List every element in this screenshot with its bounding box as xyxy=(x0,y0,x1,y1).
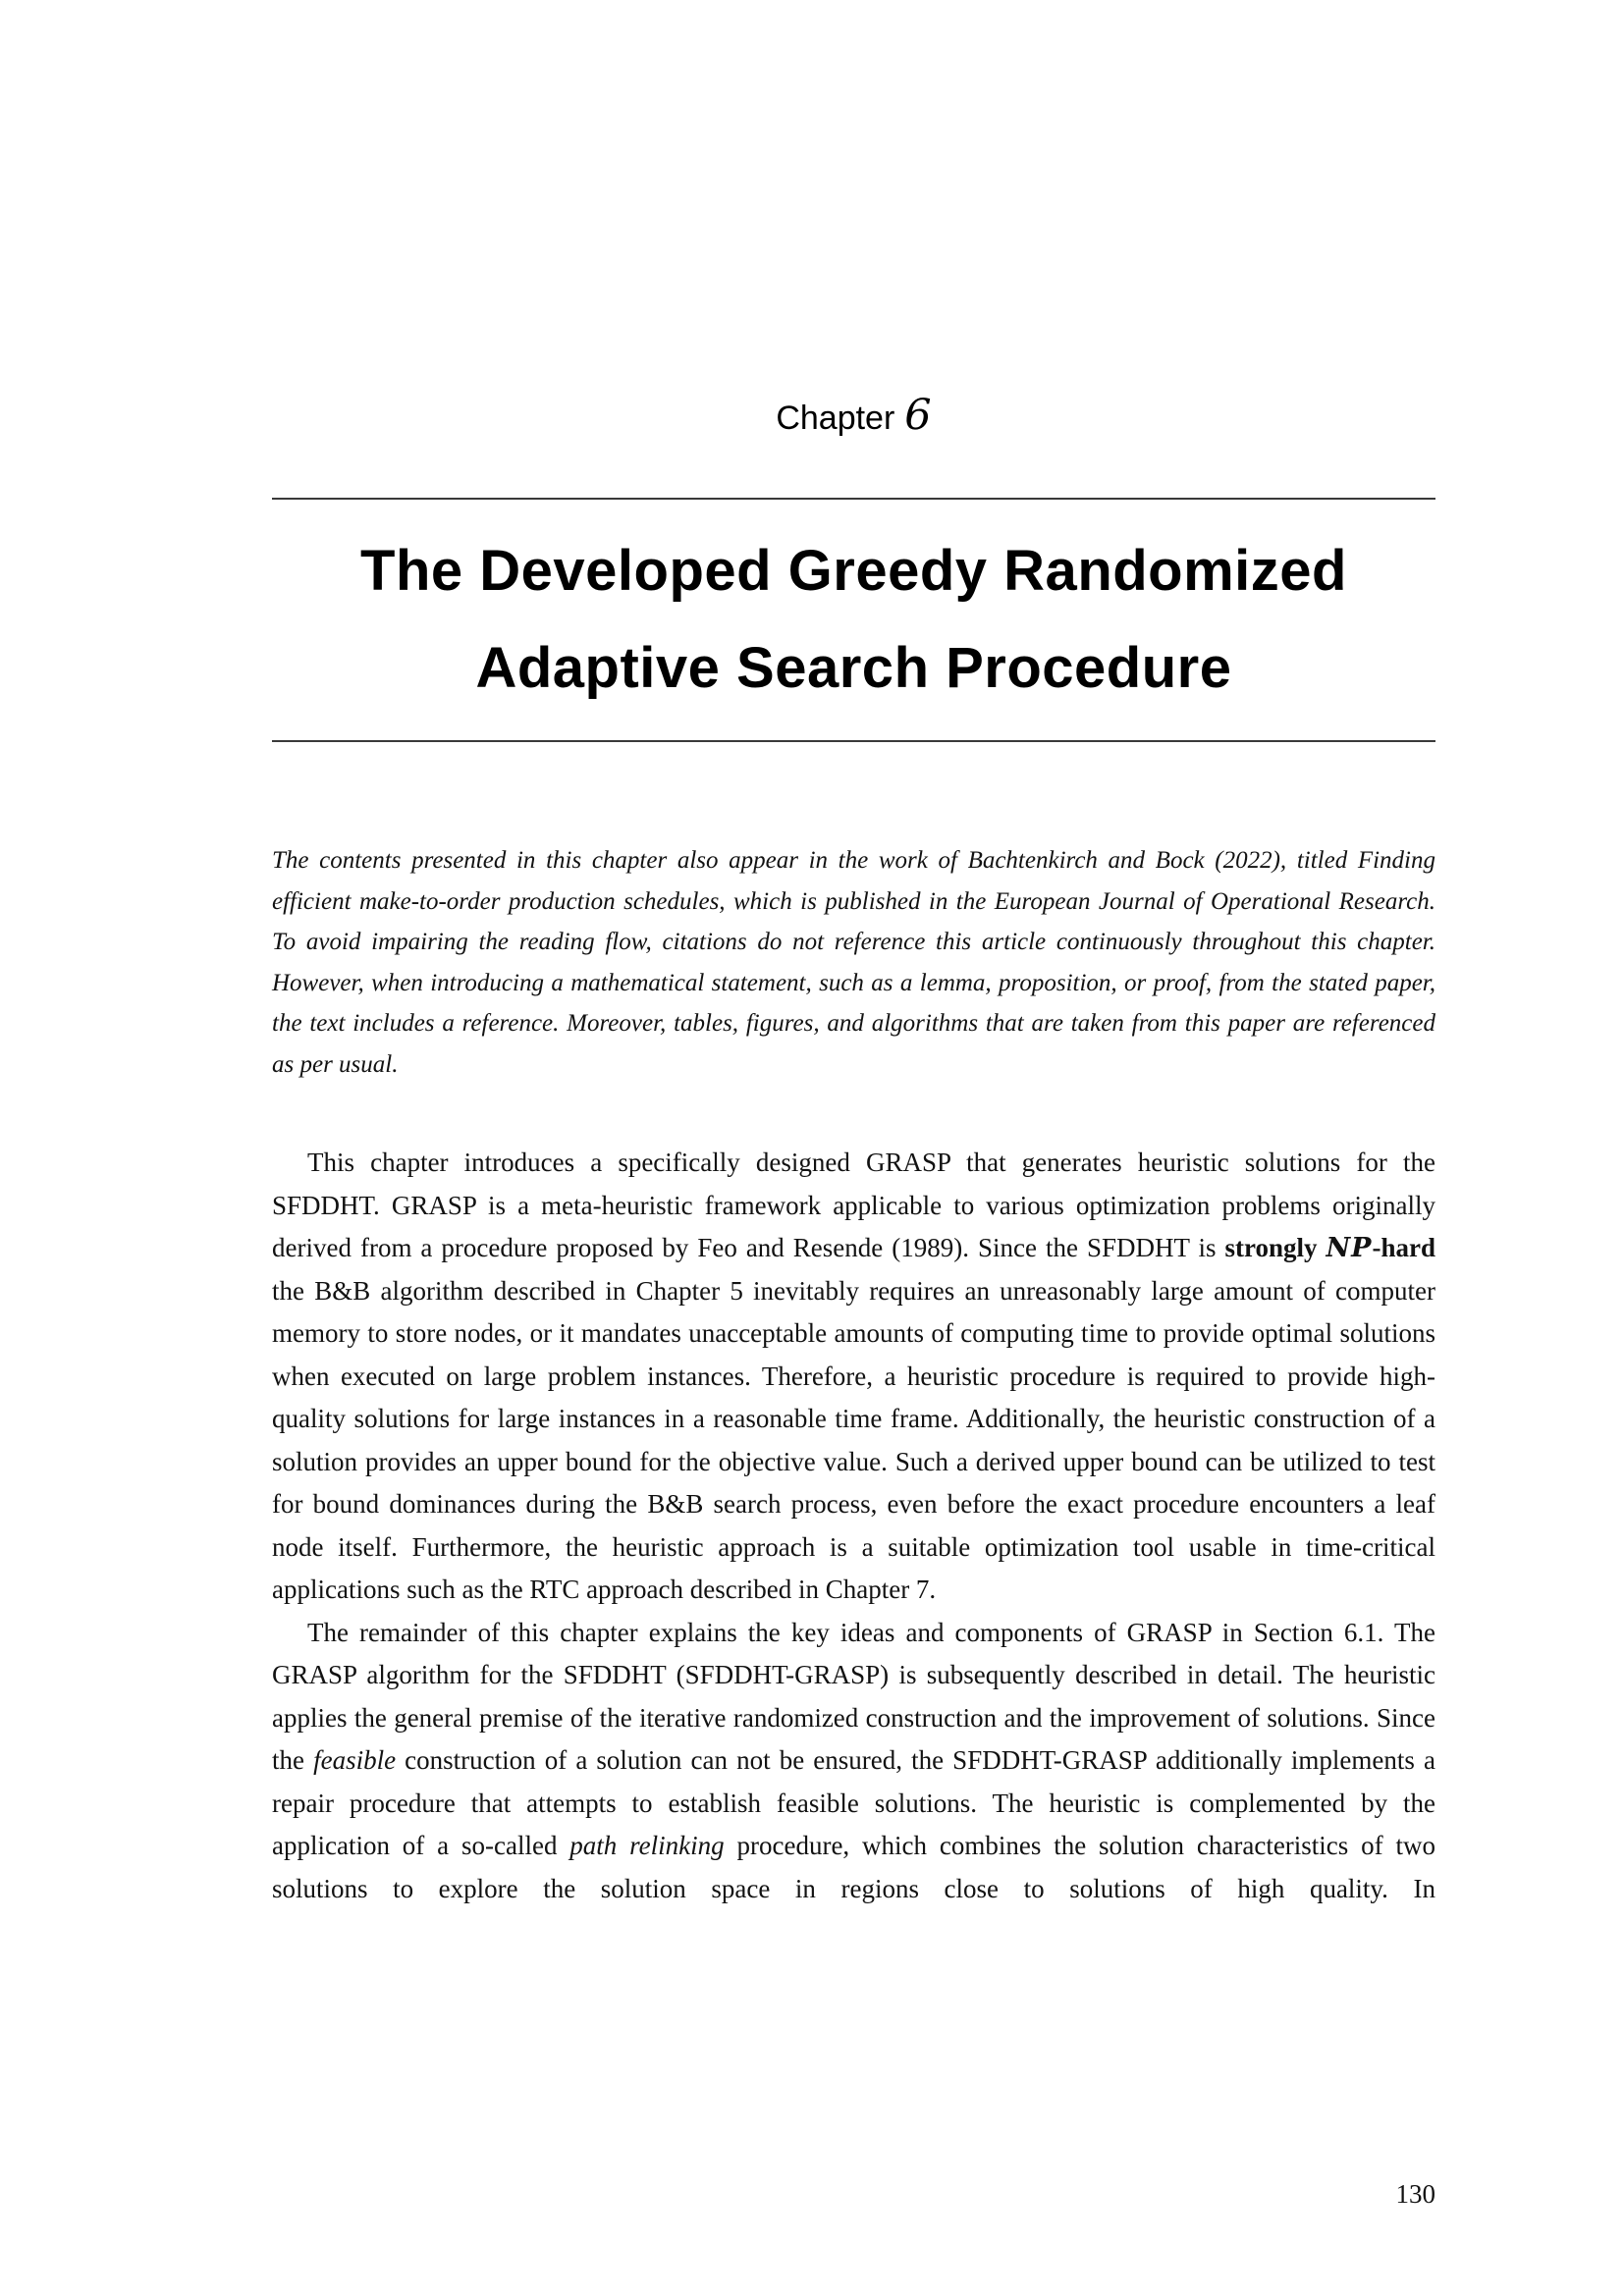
chapter-heading xyxy=(272,391,1435,440)
chapter-number: 6 xyxy=(904,391,932,440)
title-rule-bottom xyxy=(272,740,1435,742)
chapter-title-line1: The Developed Greedy Randomized xyxy=(360,539,1347,603)
paragraph-chapter-outline: The remainder of this chapter explains the key ideas and components of GRASP in Section 6.1. The GRASP algorithm for the SFDDHT (SFDDHT-GRASP) is subsequently described in detail. The heuristic applies the general premise of the iterative randomized construction and the improvement of solutions. Since the feasible construction of a solution can not be ensured, the SFDDHT-GRASP additionally implements a repair procedure that attempts to establish feasible solutions. The heuristic is complemented by the application of a so-called path relinking procedure, which combines the solution characteristics of two solutions to explore the solution space in regions close to solutions of high quality. In xyxy=(272,1617,1435,1903)
title-rule-top xyxy=(272,498,1435,500)
chapter-label: Chapter xyxy=(776,400,895,437)
body-text xyxy=(272,1142,1435,1910)
chapter-title xyxy=(272,522,1435,717)
paragraph-intro-grasp: This chapter introduces a specifically designed GRASP that generates heuristic solutions for the SFDDHT. GRASP is a meta-heuristic framework applicable to various optimization problems originally derived from a procedure proposed by Feo and Resende (1989). Since the SFDDHT is strongly NP-hard the B&B algorithm described in Chapter 5 inevitably requires an unreasonably large amount of computer memory to store nodes, or it mandates unacceptable amounts of computing time to provide optimal solutions when executed on large problem instances. Therefore, a heuristic procedure is required to provide high-quality solutions for large instances in a reasonable time frame. Additionally, the heuristic construction of a solution provides an upper bound for the objective value. Such a derived upper bound can be utilized to test for bound dominances during the B&B search process, even before the exact procedure encounters a leaf node itself. Furthermore, the heuristic approach is a suitable optimization tool usable in time-critical applications such as the RTC approach described in Chapter 7. xyxy=(272,1148,1435,1604)
page-number: 130 xyxy=(1395,2179,1435,2209)
chapter-title-line2: Adaptive Search Procedure xyxy=(475,636,1232,700)
publication-note: The contents presented in this chapter also appear in the work of Bachtenkirch and Bock (2022), titled Finding efficient make-to-order production schedules, which is published in the European Journal of Operational Research. To avoid impairing the reading flow, citations do not reference this article continuously throughout this chapter. However, when introducing a mathematical statement, such as a lemma, proposition, or proof, from the stated paper, the text includes a reference. Moreover, tables, figures, and algorithms that are taken from this paper are referenced as per usual. xyxy=(272,847,1435,1078)
